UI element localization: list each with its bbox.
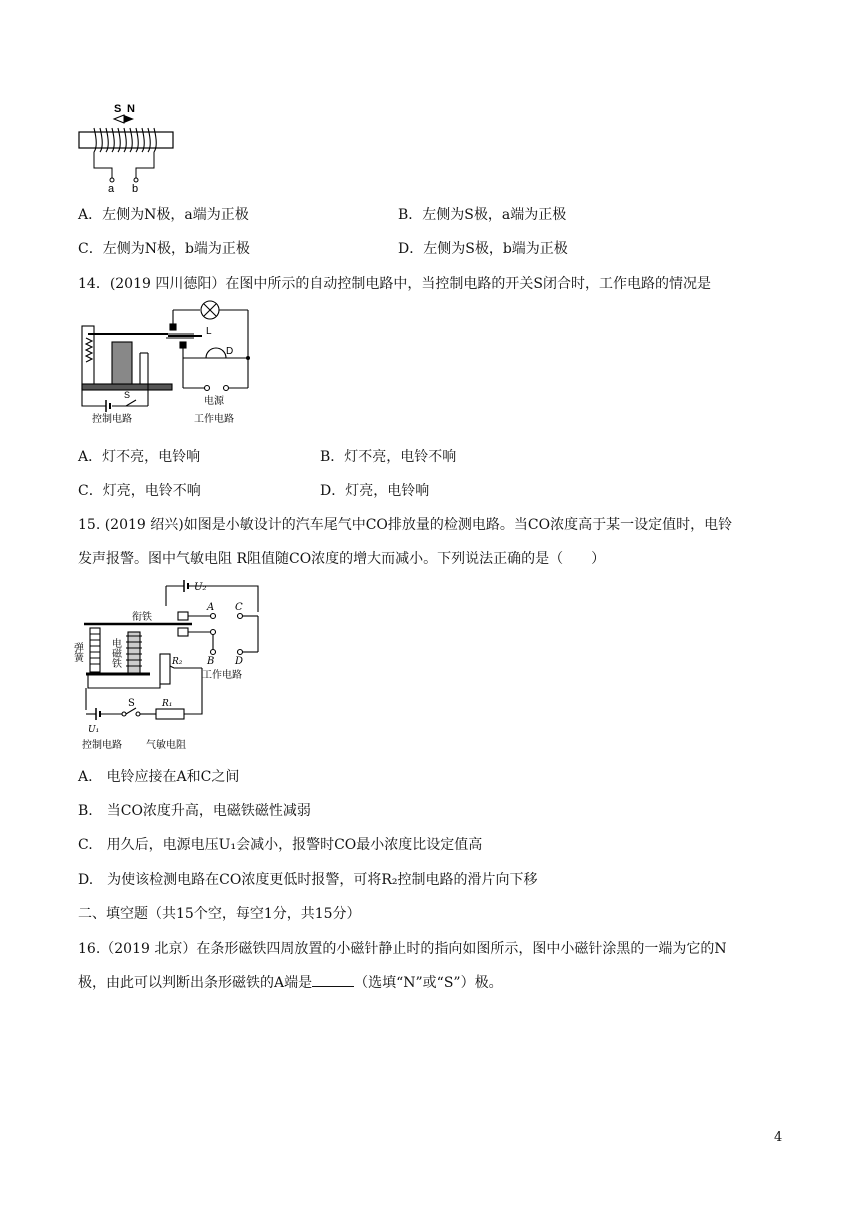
q13-option-c: C．左侧为N极，b端为正极 <box>78 241 250 257</box>
q15-label-a: A <box>207 602 215 613</box>
q15-option-b: B. 当CO浓度升高，电磁铁磁性减弱 <box>78 803 311 819</box>
q16-text-before-blank: 极，由此可以判断出条形磁铁的A端是 <box>78 975 313 991</box>
q16-answer-blank[interactable] <box>312 974 354 987</box>
section-heading-fill-in: 二、填空题（共15个空，每空1分，共15分） <box>78 906 361 922</box>
q14-spring <box>86 338 92 362</box>
q14-label-d: D <box>226 346 234 357</box>
page-number: 4 <box>774 1130 783 1145</box>
q14-option-b: B．灯不亮，电铃不响 <box>320 449 457 465</box>
q14-relay-figure <box>76 298 256 430</box>
q13-label-a: a <box>108 183 115 195</box>
q13-option-b: B．左侧为S极，a端为正极 <box>398 207 567 223</box>
q14-bell <box>206 348 226 358</box>
q16-text-after-blank: （选填“N”或“S”）极。 <box>354 975 503 991</box>
q15-label-u2: U₂ <box>194 582 207 593</box>
q15-label-b: B <box>207 656 215 667</box>
q15-label-gas: 气敏电阻 <box>146 740 186 751</box>
q14-label-l: L <box>206 326 212 337</box>
q15-label-control: 控制电路 <box>82 740 122 751</box>
q15-option-d: D. 为使该检测电路在CO浓度更低时报警，可将R₂控制电路的滑片向下移 <box>78 872 538 888</box>
q15-r1-resistor <box>156 709 184 719</box>
q13-solenoid-figure <box>76 98 186 194</box>
q14-option-a: A．灯不亮，电铃响 <box>78 449 201 465</box>
q16-stem-line1: 16.（2019 北京）在条形磁铁四周放置的小磁针静止时的指向如图所示，图中小磁针涂黑的一端为它的N <box>78 941 727 957</box>
q15-label-spring: 弹簧 <box>71 642 83 662</box>
q14-label-control: 控制电路 <box>92 414 132 425</box>
q14-option-c: C．灯亮，电铃不响 <box>78 483 201 499</box>
q15-spring-frame <box>90 628 100 672</box>
q15-label-d: D <box>235 656 244 667</box>
q15-label-electromagnet: 电磁铁 <box>109 638 121 668</box>
q15-label-u1: U₁ <box>88 725 100 735</box>
q15-electromagnet-core <box>128 632 140 674</box>
q15-option-a: A. 电铃应接在A和C之间 <box>78 769 240 785</box>
q13-label-b: b <box>132 183 139 195</box>
q13-lead-b <box>136 152 154 178</box>
q15-label-r2: R₂ <box>172 657 183 667</box>
q14-electromagnet <box>112 342 132 384</box>
q15-label-r1: R₁ <box>162 699 173 709</box>
q15-label-s: S <box>128 698 135 709</box>
q13-compass-s: S <box>114 103 122 115</box>
q16-stem-line2 <box>78 972 503 992</box>
q13-option-d: D．左侧为S极，b端为正极 <box>398 241 568 257</box>
q15-label-c: C <box>235 602 243 613</box>
q15-option-c: C. 用久后，电源电压U₁会减小，报警时CO最小浓度比设定值高 <box>78 837 483 853</box>
q13-compass-needle-left <box>114 115 124 123</box>
q14-label-power: 电源 <box>204 396 224 407</box>
q14-option-d: D．灯亮，电铃响 <box>320 483 430 499</box>
q13-compass-n: N <box>127 103 135 115</box>
q15-r2-rheostat <box>160 654 170 684</box>
q15-stem-line2: 发声报警。图中气敏电阻 R阻值随CO浓度的增大而减小。下列说法正确的是（ ） <box>78 551 606 567</box>
q14-stem: 14．(2019 四川德阳）在图中所示的自动控制电路中，当控制电路的开关S闭合时，工作电路的情况是 <box>78 276 711 292</box>
q13-option-a: A．左侧为N极，a端为正极 <box>78 207 249 223</box>
q15-stem-line1: 15. (2019 绍兴)如图是小敏设计的汽车尾气中CO排放量的检测电路。当CO浓度高于某一设定值时，电铃 <box>78 517 733 533</box>
q15-label-armature: 衔铁 <box>132 612 152 623</box>
q13-lead-a <box>94 152 112 178</box>
q14-label-work: 工作电路 <box>194 414 234 425</box>
q14-label-s: S <box>124 390 131 400</box>
q15-circuit-figure <box>71 578 270 756</box>
q13-compass-needle-right <box>124 115 134 123</box>
q15-label-work: 工作电路 <box>202 670 242 681</box>
